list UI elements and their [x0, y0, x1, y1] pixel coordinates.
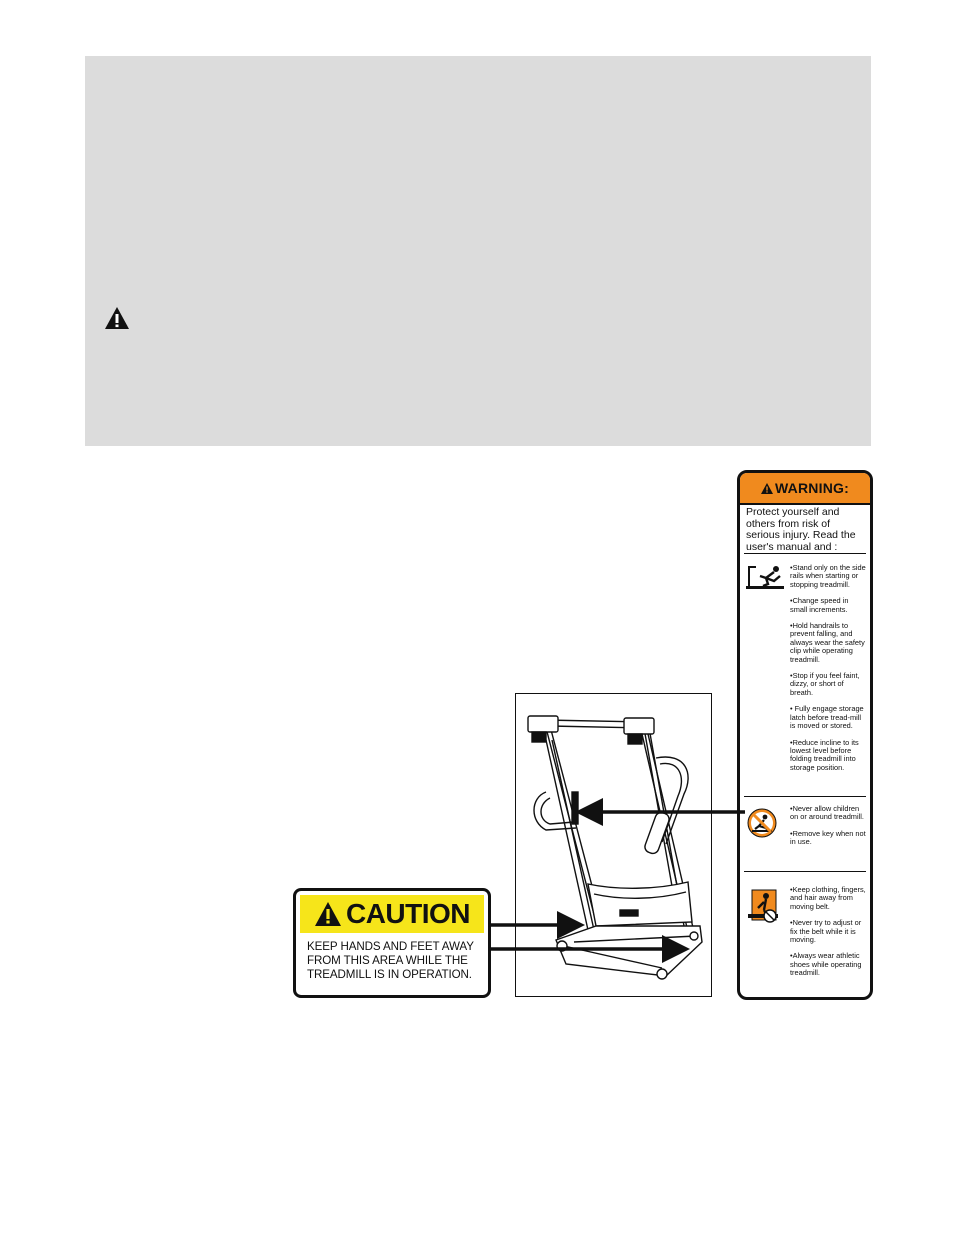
- warning-item: •Always wear athletic shoes while operating treadmill.: [790, 951, 862, 978]
- warning-item: •Never allow children on or around treadmill.: [790, 804, 864, 822]
- warning-intro: Protect yourself and others from risk of serious injury. Read the user's manual and :: [746, 506, 856, 553]
- caution-decal: [293, 888, 491, 998]
- hand-caught-belt-icon: [746, 888, 780, 928]
- warning-item: •Stand only on the side rails when starting or stopping treadmill.: [790, 563, 866, 589]
- no-children-icon: [746, 807, 778, 839]
- warning-item: • Fully engage storage latch before tread-mill is moved or stored.: [790, 704, 864, 731]
- caution-text: [296, 937, 488, 982]
- warning-decal: [737, 470, 873, 1000]
- warning-triangle-icon: [761, 483, 773, 494]
- warning-item: •Stop if you feel faint, dizzy, or short of breath.: [790, 671, 860, 697]
- caution-line: TREADMILL IS IN OPERATION.: [307, 968, 472, 981]
- shaded-text-box: [85, 56, 871, 446]
- warning-triangle-icon: [314, 901, 342, 927]
- warning-section-usage: [740, 554, 870, 796]
- warning-item: •Change speed in small increments.: [790, 596, 849, 614]
- caution-line: KEEP HANDS AND FEET AWAY: [307, 940, 474, 953]
- caution-header: [300, 895, 484, 933]
- warning-item: •Never try to adjust or fix the belt while it is moving.: [790, 918, 862, 945]
- caution-line: FROM THIS AREA WHILE THE: [307, 954, 468, 967]
- caution-title: CAUTION: [345, 898, 471, 929]
- warning-section-children: [740, 797, 870, 871]
- warning-header: [740, 473, 870, 505]
- warning-item: •Hold handrails to prevent falling, and always wear the safety clip while operating treadmill.: [790, 621, 865, 664]
- warning-item: •Remove key when not in use.: [790, 828, 866, 847]
- person-falling-icon: [746, 564, 784, 590]
- warning-triangle-icon: [104, 306, 130, 330]
- treadmill-illustration: [515, 693, 712, 997]
- warning-item: •Keep clothing, fingers, and hair away from moving belt.: [790, 885, 866, 911]
- warning-title: WARNING:: [775, 480, 849, 496]
- folded-treadmill-drawing: [516, 694, 711, 996]
- warning-section-belt: [740, 872, 870, 978]
- warning-item: •Reduce incline to its lowest level before folding treadmill into storage position.: [790, 737, 859, 772]
